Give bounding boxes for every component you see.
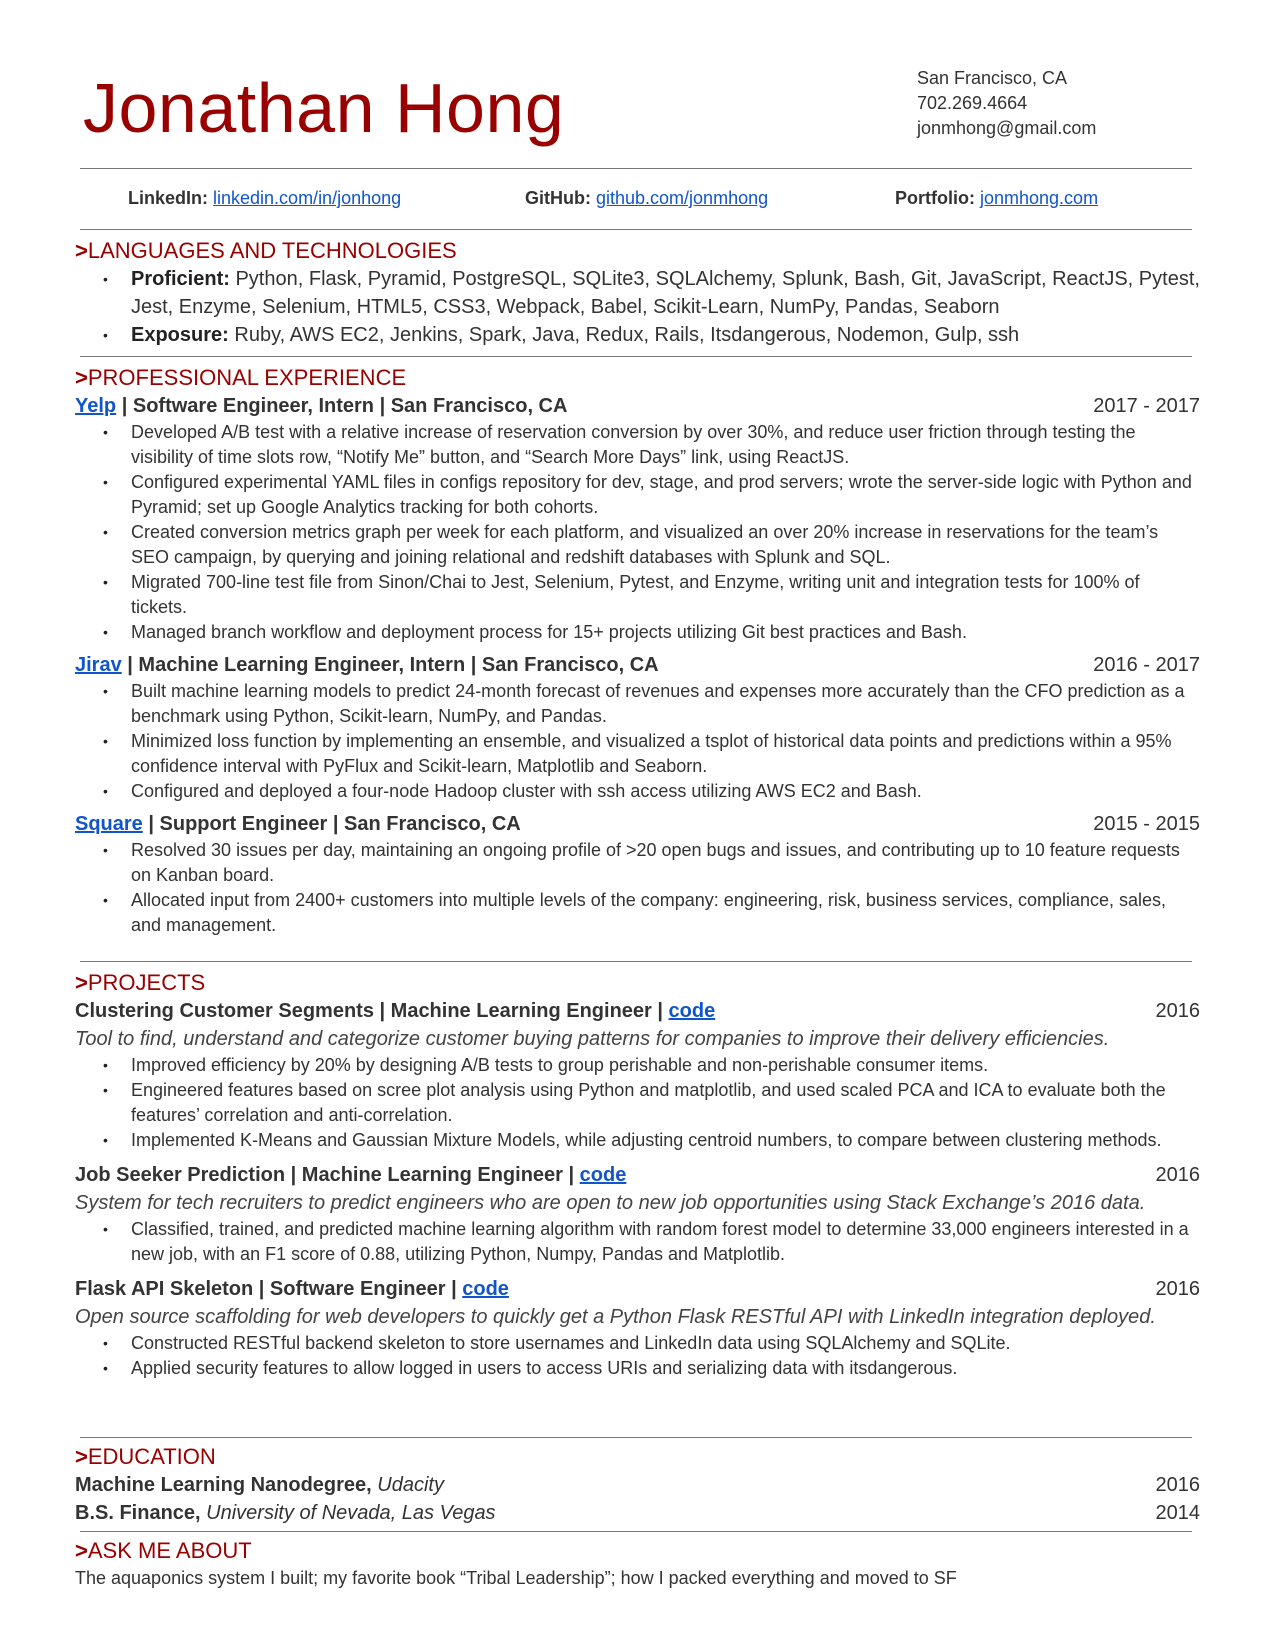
job-dates: 2015 - 2015 — [1093, 813, 1200, 835]
job-dates: 2016 - 2017 — [1093, 654, 1200, 676]
education-row: Machine Learning Nanodegree, Udacity 2016 — [75, 1471, 1200, 1499]
company-link[interactable]: Jirav — [75, 654, 122, 676]
github-link[interactable]: github.com/jonmhong — [596, 188, 769, 208]
code-link[interactable]: code — [668, 1000, 716, 1022]
email: jonmhong@gmail.com — [917, 118, 1097, 138]
phone: 702.269.4664 — [917, 93, 1028, 113]
divider — [80, 961, 1192, 962]
portfolio-link-item — [895, 188, 1098, 209]
project-bullets — [75, 1331, 1200, 1381]
job-header: Yelp | Software Engineer, Intern | San Francisco, CA 2017 - 2017 — [75, 392, 1200, 420]
project-header: Flask API Skeleton | Software Engineer | code 2016 — [75, 1275, 1200, 1303]
job-bullets — [75, 838, 1200, 938]
project-bullets — [75, 1053, 1200, 1153]
list-item: • Configured experimental YAML files in configs repository for dev, stage, and prod servers; wrote the server-side logic with Python and Pyramid; set up Google Analytics tracking for both cohorts. — [131, 470, 1200, 520]
ask-me-about-text: The aquaponics system I built; my favorite book “Tribal Leadership”; how I packed everything and moved to SF — [75, 1568, 957, 1588]
section-title: >PROFESSIONAL EXPERIENCE — [75, 365, 407, 390]
code-link[interactable]: code — [462, 1278, 509, 1300]
list-item: • Created conversion metrics graph per week for each platform, and visualized an over 20% increase in reservations for the team’s SEO campaign, by querying and joining relational and redshift databases with Splunk and SQL. — [131, 520, 1200, 570]
section-title: >LANGUAGES AND TECHNOLOGIES — [75, 238, 457, 263]
divider — [80, 1437, 1192, 1438]
section-title: >EDUCATION — [75, 1444, 216, 1469]
list-item: • Resolved 30 issues per day, maintaining an ongoing profile of >20 open bugs and issues, and contributing up to 10 feature requests on Kanban board. — [131, 838, 1200, 888]
divider — [80, 168, 1192, 169]
list-item: • Built machine learning models to predict 24-month forecast of revenues and expenses more accurately than the CFO prediction as a benchmark using Python, Scikit-learn, NumPy, and Pandas. — [131, 679, 1200, 729]
education-section — [75, 1443, 1200, 1527]
list-item: • Classified, trained, and predicted machine learning algorithm with random forest model to determine 33,000 engineers interested in a new job, with an F1 score of 0.88, utilizing Python, Numpy, Pandas and Matplotlib. — [131, 1217, 1200, 1267]
education-row: B.S. Finance, University of Nevada, Las Vegas 2014 — [75, 1499, 1200, 1527]
github-label: GitHub: — [525, 188, 591, 208]
project-year: 2016 — [1155, 1000, 1200, 1022]
project-year: 2016 — [1155, 1164, 1200, 1186]
linkedin-label: LinkedIn: — [128, 188, 208, 208]
portfolio-link[interactable]: jonmhong.com — [980, 188, 1099, 208]
education-year: 2016 — [1155, 1474, 1200, 1496]
project-bullets — [75, 1217, 1200, 1267]
project-description: Tool to find, understand and categorize customer buying patterns for companies to improve their delivery efficiencies. — [75, 1028, 1110, 1050]
job-bullets — [75, 420, 1200, 645]
divider — [80, 229, 1192, 230]
project-header: Job Seeker Prediction | Machine Learning Engineer | code 2016 — [75, 1161, 1200, 1189]
list-item: • Allocated input from 2400+ customers into multiple levels of the company: engineering, risk, business services, compliance, sales, and management. — [131, 888, 1200, 938]
projects-section — [75, 969, 1200, 1381]
job-dates: 2017 - 2017 — [1093, 395, 1200, 417]
list-item: • Minimized loss function by implementing an ensemble, and visualized a tsplot of historical data points and predictions within a 95% confidence interval with PyFlux and Scikit-learn, Matplotlib and Seaborn. — [131, 729, 1200, 779]
project-header: Clustering Customer Segments | Machine Learning Engineer | code 2016 — [75, 997, 1200, 1025]
portfolio-label: Portfolio: — [895, 188, 975, 208]
education-year: 2014 — [1155, 1502, 1200, 1524]
ask-me-about-section — [75, 1537, 1200, 1591]
candidate-name: Jonathan Hong — [83, 69, 565, 147]
skills-list — [75, 265, 1200, 349]
section-title: >PROJECTS — [75, 970, 206, 995]
code-link[interactable]: code — [579, 1164, 627, 1186]
divider — [80, 356, 1192, 357]
linkedin-link[interactable]: linkedin.com/in/jonhong — [213, 188, 402, 208]
section-title: >ASK ME ABOUT — [75, 1538, 252, 1563]
github-link-item — [525, 188, 768, 209]
project-year: 2016 — [1155, 1278, 1200, 1300]
location: San Francisco, CA — [917, 68, 1068, 88]
project-description: System for tech recruiters to predict engineers who are open to new job opportunities using Stack Exchange’s 2016 data. — [75, 1192, 1146, 1214]
job-header: Jirav | Machine Learning Engineer, Intern | San Francisco, CA 2016 - 2017 — [75, 651, 1200, 679]
list-item: • Applied security features to allow logged in users to access URIs and serializing data with itsdangerous. — [131, 1356, 1200, 1381]
list-item: • Engineered features based on scree plot analysis using Python and matplotlib, and used scaled PCA and ICA to evaluate both the features’ correlation and anti-correlation. — [131, 1078, 1200, 1128]
list-item: • Exposure: Ruby, AWS EC2, Jenkins, Spark, Java, Redux, Rails, Itsdangerous, Nodemon, Gulp, ssh — [131, 321, 1200, 349]
list-item: • Proficient: Python, Flask, Pyramid, PostgreSQL, SQLite3, SQLAlchemy, Splunk, Bash, Git, JavaScript, ReactJS, Pytest, Jest, Enzyme, Selenium, HTML5, CSS3, Webpack, Babel, Scikit-Learn, NumPy, Pandas, Seaborn — [131, 265, 1200, 321]
list-item: • Managed branch workflow and deployment process for 15+ projects utilizing Git best practices and Bash. — [131, 620, 1200, 645]
job-bullets — [75, 679, 1200, 804]
list-item: • Improved efficiency by 20% by designing A/B tests to group perishable and non-perishable consumer items. — [131, 1053, 1200, 1078]
job-header: Square | Support Engineer | San Francisco, CA 2015 - 2015 — [75, 810, 1200, 838]
languages-section — [75, 237, 1200, 349]
list-item: • Constructed RESTful backend skeleton to store usernames and LinkedIn data using SQLAlchemy and SQLite. — [131, 1331, 1200, 1356]
linkedin-link-item — [128, 188, 401, 209]
company-link[interactable]: Square — [75, 813, 143, 835]
profile-links — [0, 188, 1275, 214]
contact-block — [917, 66, 1096, 141]
list-item: • Implemented K-Means and Gaussian Mixture Models, while adjusting centroid numbers, to compare between clustering methods. — [131, 1128, 1200, 1153]
company-link[interactable]: Yelp — [75, 395, 117, 417]
list-item: • Migrated 700-line test file from Sinon/Chai to Jest, Selenium, Pytest, and Enzyme, writing unit and integration tests for 100% of tickets. — [131, 570, 1200, 620]
list-item: • Configured and deployed a four-node Hadoop cluster with ssh access utilizing AWS EC2 and Bash. — [131, 779, 1200, 804]
divider — [80, 1531, 1192, 1532]
project-description: Open source scaffolding for web developers to quickly get a Python Flask RESTful API with LinkedIn integration deployed. — [75, 1306, 1156, 1328]
experience-section — [75, 364, 1200, 938]
list-item: • Developed A/B test with a relative increase of reservation conversion by over 30%, and reduce user friction through testing the visibility of time slots row, “Notify Me” button, and “Search More Days” link, using ReactJS. — [131, 420, 1200, 470]
